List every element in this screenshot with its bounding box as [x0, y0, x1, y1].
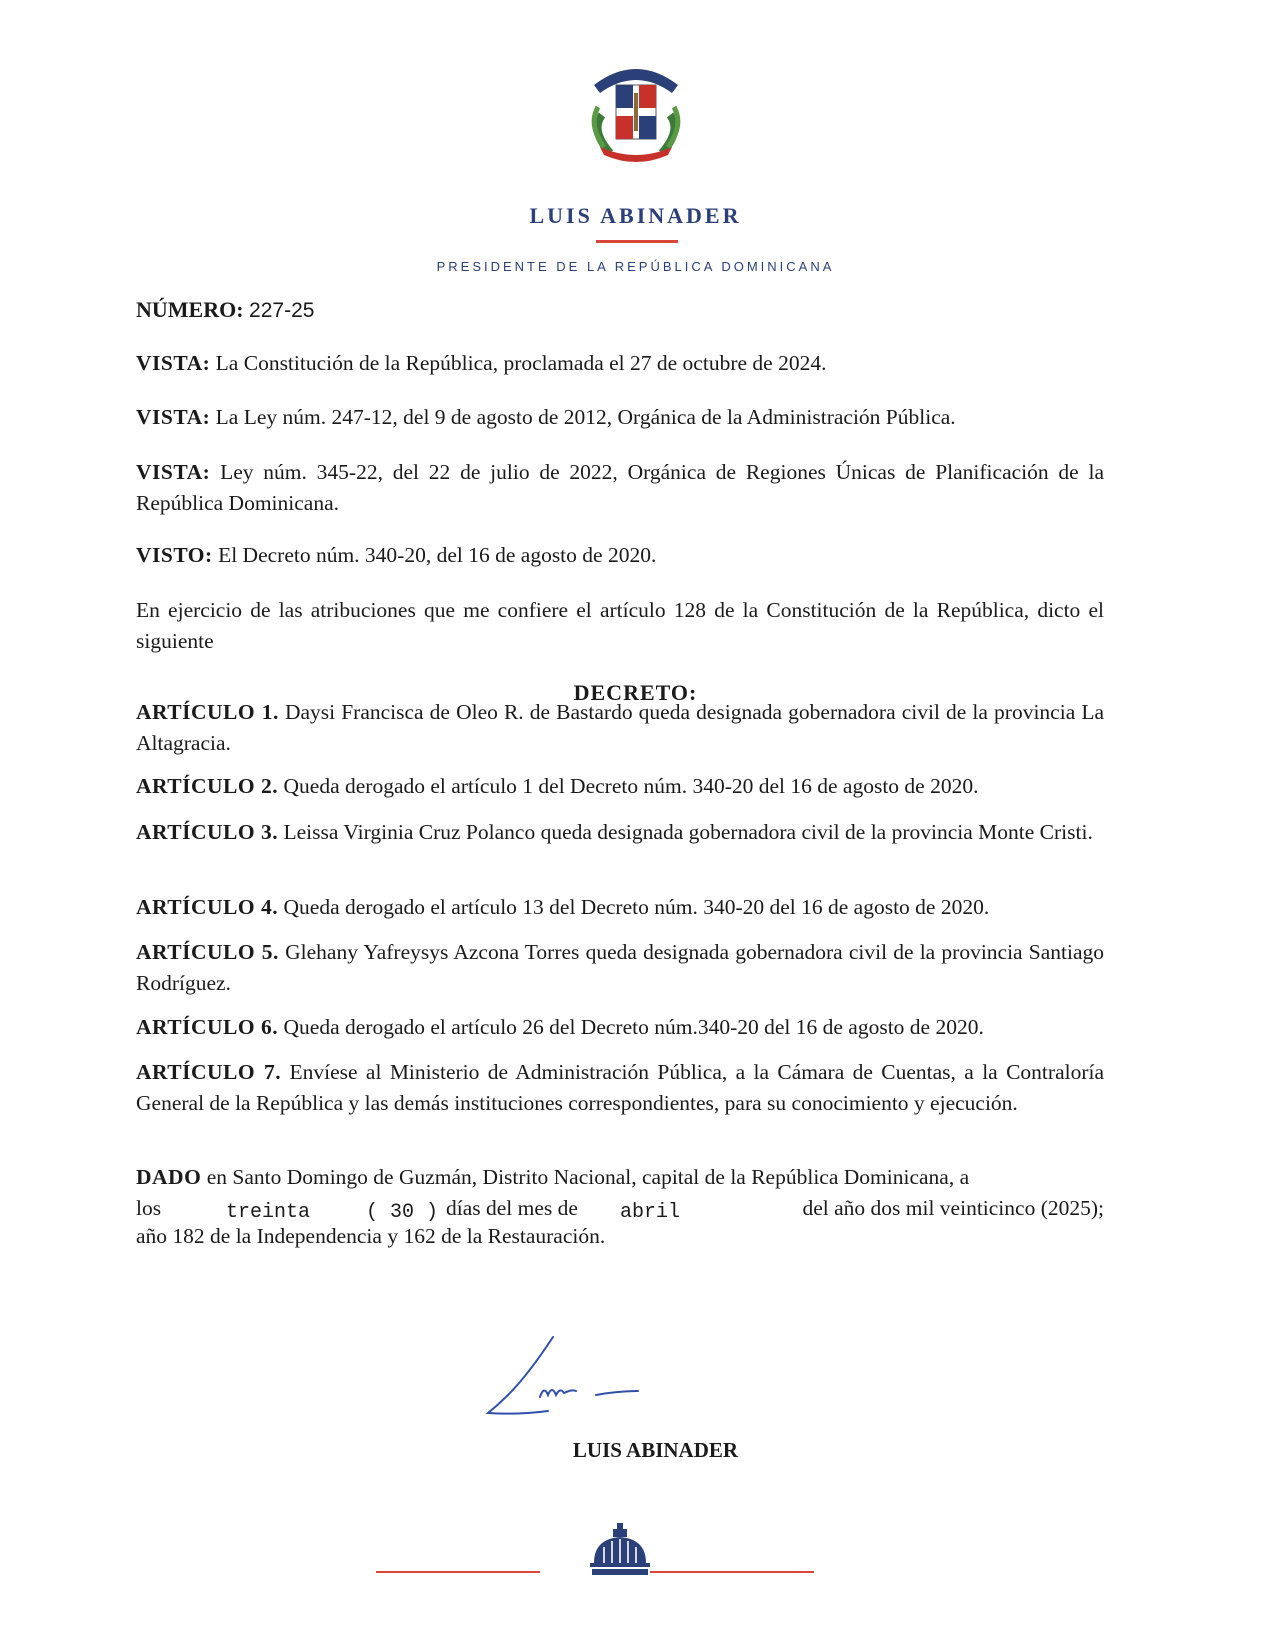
- president-title: PRESIDENTE DE LA REPÚBLICA DOMINICANA: [436, 259, 835, 274]
- article-label: ARTÍCULO 4.: [136, 895, 279, 919]
- decree-number: [136, 297, 314, 323]
- vista-3: [136, 457, 1104, 519]
- signatory-name: LUIS ABINADER: [572, 1438, 739, 1462]
- dado-label: DADO: [136, 1165, 202, 1189]
- preamble: En ejercicio de las atribuciones que me confiere el artículo 128 de la Constitución de la República, dicto el siguiente: [136, 598, 1104, 653]
- article-label: ARTÍCULO 3.: [136, 820, 279, 844]
- national-palace-dome-icon: [588, 1523, 652, 1579]
- dado-month: abril: [620, 1201, 681, 1224]
- vista-text: El Decreto núm. 340-20, del 16 de agosto de 2020.: [218, 543, 657, 567]
- article-6: [136, 1012, 1104, 1043]
- vista-text: La Constitución de la República, proclamada el 27 de octubre de 2024.: [215, 351, 827, 375]
- article-2: [136, 771, 1104, 802]
- article-label: ARTÍCULO 2.: [136, 774, 279, 798]
- vista-2: [136, 402, 1104, 433]
- article-text: Leissa Virginia Cruz Polanco queda designada gobernadora civil de la provincia Monte Cristi.: [283, 820, 1093, 844]
- article-7: [136, 1057, 1104, 1119]
- vista-text: Ley núm. 345-22, del 22 de julio de 2022, Orgánica de Regiones Únicas de Planificación de la República Dominicana.: [136, 460, 1105, 515]
- decree-number-value: 227-25: [249, 299, 315, 322]
- dado-los: los: [136, 1196, 162, 1220]
- vista-label: VISTA:: [136, 460, 211, 484]
- article-text: Envíese al Ministerio de Administración Pública, a la Cámara de Cuentas, a la Contraloría General de la República y las demás instituciones correspondientes, para su conocimiento y ejecución.: [136, 1060, 1105, 1115]
- header-divider: [596, 240, 678, 243]
- decree-number-label: NÚMERO:: [136, 297, 244, 322]
- article-5: [136, 937, 1104, 999]
- article-4: [136, 892, 1104, 923]
- dado-year: del año dos mil veinticinco (2025);: [802, 1196, 1104, 1220]
- vista-label: VISTA:: [136, 351, 211, 375]
- article-text: Queda derogado el artículo 26 del Decreto núm.340-20 del 16 de agosto de 2020.: [283, 1015, 984, 1039]
- dado-text: en Santo Domingo de Guzmán, Distrito Nacional, capital de la República Dominicana, a: [206, 1165, 970, 1189]
- dado-day-words: treinta: [226, 1201, 311, 1224]
- coat-of-arms-seal: [580, 55, 692, 165]
- article-label: ARTÍCULO 5.: [136, 940, 279, 964]
- dado-dias-del-mes: días del mes de: [446, 1196, 578, 1220]
- dado-date-line: [136, 1193, 1104, 1224]
- footer-line-right: [650, 1571, 814, 1573]
- article-text: Queda derogado el artículo 1 del Decreto núm. 340-20 del 16 de agosto de 2020.: [283, 774, 979, 798]
- dado-day-number: ( 30 ): [366, 1201, 439, 1224]
- article-label: ARTÍCULO 1.: [136, 700, 279, 724]
- article-3: [136, 817, 1104, 848]
- article-label: ARTÍCULO 7.: [136, 1060, 282, 1084]
- vista-text: La Ley núm. 247-12, del 9 de agosto de 2012, Orgánica de la Administración Pública.: [215, 405, 956, 429]
- article-text: Glehany Yafreysys Azcona Torres queda designada gobernadora civil de la provincia Santiago Rodríguez.: [136, 940, 1105, 995]
- article-label: ARTÍCULO 6.: [136, 1015, 279, 1039]
- vista-label: VISTO:: [136, 543, 213, 567]
- decreto-heading: DECRETO:: [573, 680, 698, 705]
- vista-label: VISTA:: [136, 405, 211, 429]
- handwritten-signature: [478, 1335, 678, 1435]
- footer-line-left: [376, 1571, 540, 1573]
- president-name-header: LUIS ABINADER: [529, 203, 742, 228]
- dado-line-3: año 182 de la Independencia y 162 de la Restauración.: [136, 1224, 606, 1248]
- article-text: Queda derogado el artículo 13 del Decreto núm. 340-20 del 16 de agosto de 2020.: [283, 895, 990, 919]
- article-1: [136, 697, 1104, 759]
- article-text: Daysi Francisca de Oleo R. de Bastardo queda designada gobernadora civil de la provincia La Altagracia.: [136, 700, 1105, 755]
- visto-4: [136, 540, 1104, 571]
- vista-1: [136, 348, 1104, 379]
- dado-line-1: [136, 1162, 1104, 1193]
